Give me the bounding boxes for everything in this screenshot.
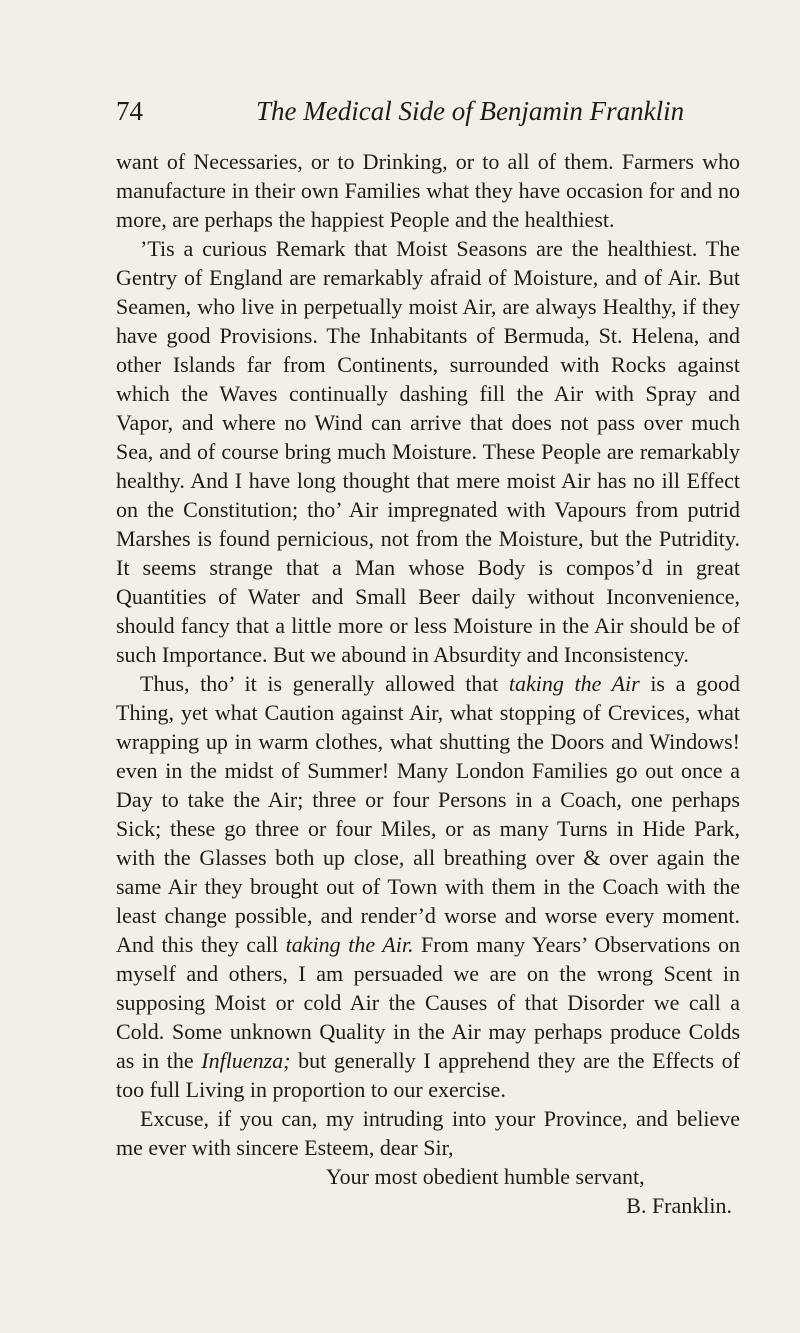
- paragraph-excuse: Excuse, if you can, my intruding into your Province, and believe me ever with sincere Esteem, dear Sir,: [116, 1106, 740, 1160]
- letter-signature: B. Franklin.: [626, 1193, 732, 1218]
- text-segment: From many Years’ Observations on myself and others, I am persuaded we are on the wrong Scent in supposing Moist or cold Air the Causes of that Disorder we call a Cold. Some unknown Quality in the Air may perhaps produce Colds as in the: [116, 932, 740, 1073]
- running-title: The Medical Side of Benjamin Franklin: [256, 96, 685, 126]
- text-segment: but generally I apprehend they are the Effects of too full Living in proportion to our exercise.: [116, 1048, 740, 1102]
- page-header: [116, 92, 740, 132]
- italic-phrase: taking the Air.: [285, 932, 414, 957]
- body-text: [116, 147, 740, 1220]
- page-number: 74: [116, 96, 143, 126]
- paragraph-taking-the-air: [116, 669, 740, 1104]
- italic-phrase: taking the Air: [508, 671, 640, 696]
- paragraph-moist-seasons: ’Tis a curious Remark that Moist Seasons are the healthiest. The Gentry of England are remarkably afraid of Moisture, and of Air. But Seamen, who live in perpetually moist Air, are always Healthy, if they have good Provisions. The Inhabitants of Bermuda, St. Helena, and other Islands far from Continents, surrounded with Rocks against which the Waves continually dashing fill the Air with Spray and Vapor, and where no Wind can arrive that does not pass over much Sea, and of course bring much Moisture. These People are remarkably healthy. And I have long thought that mere moist Air has no ill Effect on the Constitution; tho’ Air impregnated with Vapours from putrid Marshes is found pernicious, not from the Moisture, but the Putridity. It seems strange that a Man whose Body is compos’d in great Quantities of Water and Small Beer daily without Inconvenience, should fancy that a little more or less Moisture in the Air should be of such Importance. But we abound in Absurdity and Inconsistency.: [116, 236, 740, 667]
- text-segment: Thus, tho’ it is generally allowed that: [140, 671, 509, 696]
- italic-phrase: Influenza;: [201, 1048, 291, 1073]
- paragraph-continued: want of Necessaries, or to Drinking, or to all of them. Farmers who manufacture in their own Families what they have occasion for and no more, are perhaps the happiest People and the healthiest.: [116, 149, 740, 232]
- letter-closing: Your most obedient humble servant,: [326, 1164, 645, 1189]
- text-segment: is a good Thing, yet what Caution against Air, what stopping of Crevices, what wrapping up in warm clothes, what shutting the Doors and Windows! even in the midst of Summer! Many London Families go out once a Day to take the Air; three or four Persons in a Coach, one perhaps Sick; these go three or four Miles, or as many Turns in Hide Park, with the Glasses both up close, all breathing over & over again the same Air they brought out of Town with them in the Coach with the least change possible, and render’d worse and worse every moment. And this they call: [116, 671, 740, 957]
